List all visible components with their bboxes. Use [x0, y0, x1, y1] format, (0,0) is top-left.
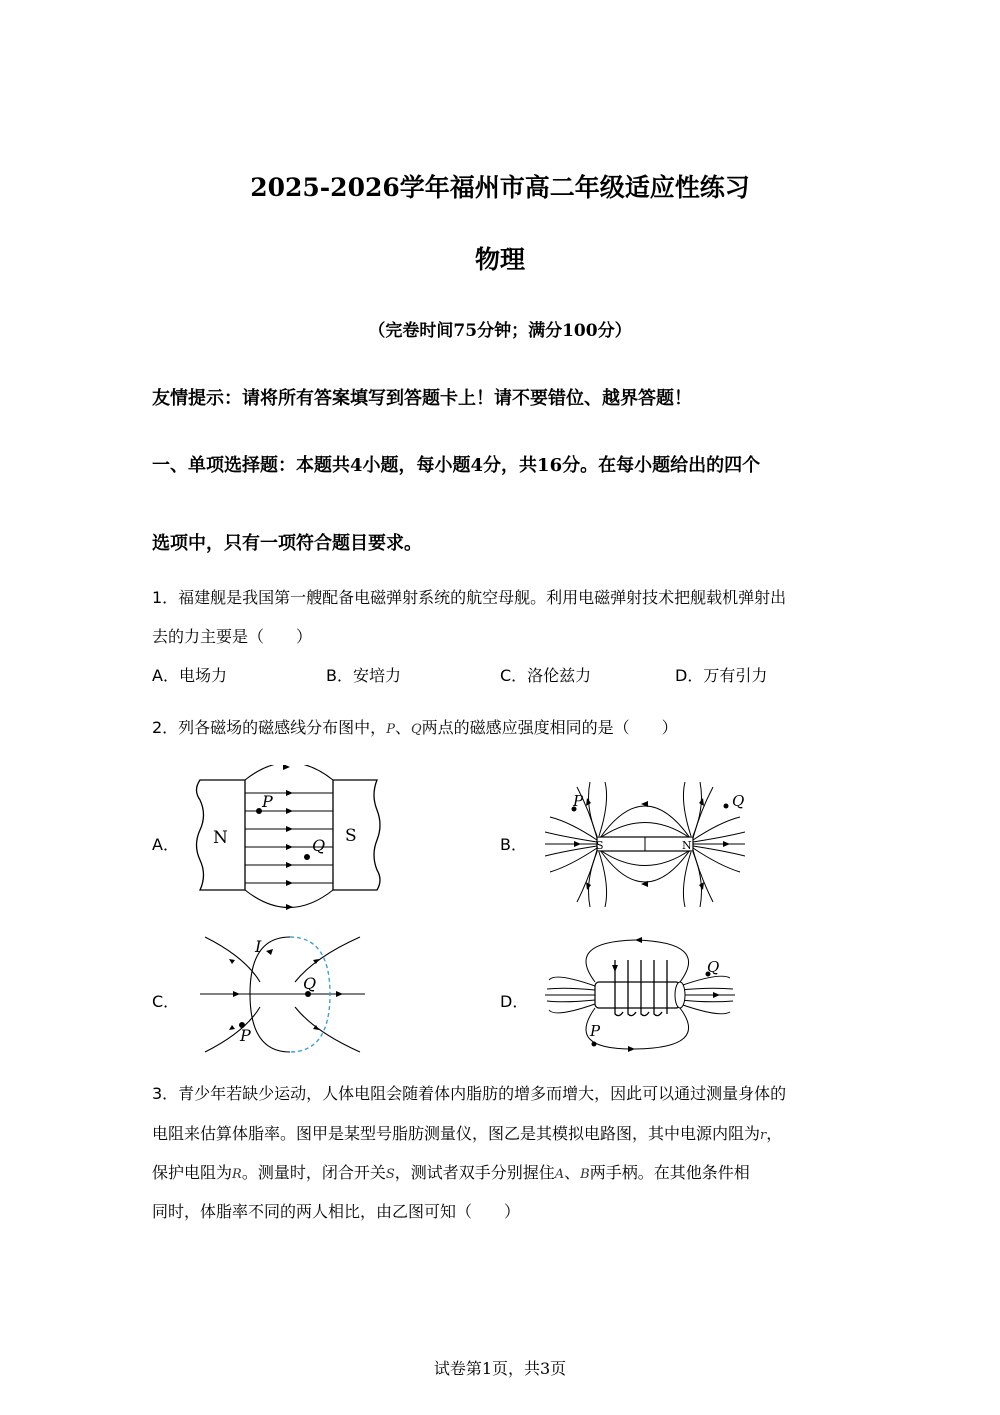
q3-line2-end: ，	[766, 1124, 783, 1143]
q3-var-R: R	[232, 1167, 242, 1182]
figure-d-point-q: Q	[707, 958, 720, 976]
page-footer: 试卷第1页，共3页	[433, 1359, 567, 1378]
figure-a-point-q: Q	[312, 836, 326, 855]
figure-c-current-loop	[195, 932, 370, 1057]
figure-c-point-p: P	[240, 1026, 251, 1045]
q3-line3	[152, 1160, 750, 1183]
q2-label-d: D．	[500, 992, 529, 1011]
figure-a-pole-s: S	[345, 826, 357, 846]
q3-var-A: A	[554, 1167, 565, 1182]
q1-option-a: A．电场力	[152, 666, 227, 685]
exam-timing: （完卷时间75分钟；满分100分）	[368, 321, 632, 341]
figure-d-point-p: P	[590, 1022, 601, 1040]
q1-option-b: B．安培力	[326, 666, 401, 685]
q2-var-p: P	[386, 722, 395, 737]
q3-line3-d: 、	[564, 1163, 581, 1182]
figure-b-pole-n: N	[682, 839, 692, 852]
friendly-tip: 友情提示：请将所有答案填写到答题卡上！请不要错位、越界答题！	[152, 388, 692, 409]
q3-line3-c: ，测试者双手分别握住	[394, 1163, 555, 1182]
figure-a-magnet-field	[195, 765, 385, 910]
figure-b-bar-magnet	[545, 782, 745, 907]
q2-prefix: 2．列各磁场的磁感线分布图中，	[152, 718, 387, 737]
q2-label-b: B．	[500, 835, 527, 854]
figure-a-pole-n: N	[213, 828, 228, 848]
section-heading-line1: 一、单项选择题：本题共4小题，每小题4分，共16分。在每小题给出的四个	[152, 455, 761, 476]
q1-option-d: D．万有引力	[675, 666, 768, 685]
q3-line3-e: 两手柄。在其他条件相	[589, 1163, 750, 1182]
q2-sep: 、	[394, 718, 411, 737]
q3-line3-a: 保护电阻为	[152, 1163, 233, 1182]
q3-var-r: r	[760, 1128, 767, 1143]
q3-line3-b: 。测量时，闭合开关	[241, 1163, 386, 1182]
q3-var-S: S	[385, 1167, 395, 1182]
figure-b-point-q: Q	[732, 792, 745, 810]
q3-line2-text: 电阻来估算体脂率。图甲是某型号脂肪测量仪，图乙是其模拟电路图，其中电源内阻为	[152, 1124, 761, 1143]
q2-label-a: A．	[152, 835, 179, 854]
figure-d-solenoid	[545, 932, 735, 1057]
figure-b-pole-s: S	[596, 839, 604, 852]
q1-line2: 去的力主要是（ ）	[152, 627, 313, 646]
figure-c-point-q: Q	[303, 974, 317, 993]
q1-line1: 1．福建舰是我国第一艘配备电磁弹射系统的航空母舰。利用电磁弹射技术把舰载机弹射出	[152, 588, 787, 607]
figure-a-point-p: P	[262, 792, 273, 811]
q2-suffix: 两点的磁感应强度相同的是（ ）	[421, 718, 678, 737]
section-heading-line2: 选项中，只有一项符合题目要求。	[152, 533, 422, 554]
q3-var-B: B	[580, 1167, 590, 1182]
exam-title: 2025-2026学年福州市高二年级适应性练习	[250, 173, 750, 202]
figure-b-point-p: P	[573, 792, 584, 810]
exam-subject: 物理	[474, 245, 525, 274]
figure-c-current-i: I	[255, 937, 262, 956]
q2-label-c: C．	[152, 992, 180, 1011]
q2-var-q: Q	[410, 722, 422, 737]
q3-line2	[152, 1121, 782, 1144]
q3-line4: 同时，体脂率不同的两人相比，由乙图可知（ ）	[152, 1202, 521, 1221]
q1-option-c: C．洛伦兹力	[500, 666, 592, 685]
q3-line1: 3．青少年若缺少运动，人体电阻会随着体内脂肪的增多而增大，因此可以通过测量身体的	[152, 1084, 787, 1103]
q2-stem	[152, 715, 678, 738]
